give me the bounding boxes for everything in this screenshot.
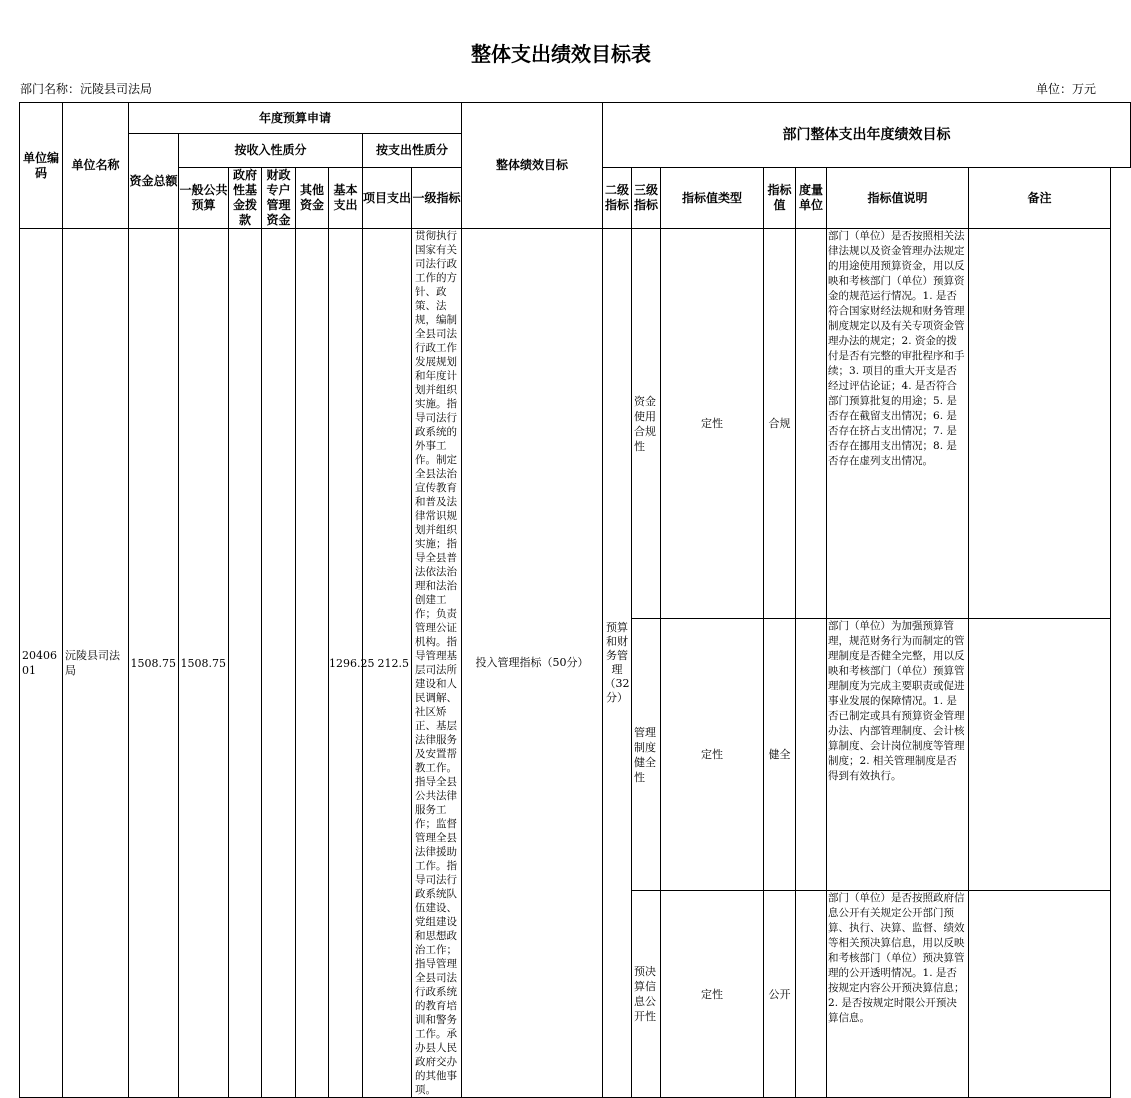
cell-gov-fund bbox=[229, 229, 262, 1098]
header-special-fund: 财政专户管理资金 bbox=[262, 168, 296, 229]
indicator-remark bbox=[969, 619, 1111, 891]
cell-level1: 投入管理指标（50分） bbox=[462, 229, 603, 1098]
header-by-income: 按收入性质分 bbox=[179, 134, 363, 168]
cell-level2: 预算和财务管理（32分） bbox=[603, 229, 632, 1098]
header-level2: 二级指标 bbox=[603, 168, 632, 229]
cell-project-expense: 212.5 bbox=[363, 229, 412, 1098]
header-ind-explain: 指标值说明 bbox=[827, 168, 969, 229]
header-unit-name: 单位名称 bbox=[63, 103, 129, 229]
header-ind-value: 指标值 bbox=[764, 168, 796, 229]
header-general-budget: 一般公共预算 bbox=[179, 168, 229, 229]
header-level3: 三级指标 bbox=[632, 168, 661, 229]
cell-general-budget: 1508.75 bbox=[179, 229, 229, 1098]
indicator-unit bbox=[796, 891, 827, 1098]
table-row bbox=[20, 229, 1131, 619]
header-ind-type: 指标值类型 bbox=[661, 168, 764, 229]
cell-total-funds: 1508.75 bbox=[129, 229, 179, 1098]
cell-other-fund bbox=[296, 229, 329, 1098]
indicator-explain-text: 部门（单位）是否按照政府信息公开有关规定公开部门预算、执行、决算、监督、绩效等相关预决算信息，用以反映和考核部门（单位）预决算管理的公开透明情况。1. 是否按规定内容公开预决算信息；2. 是否按规定时限公开预决算信息。 bbox=[828, 892, 965, 1025]
indicator-remark bbox=[969, 229, 1111, 619]
indicator-explain bbox=[827, 229, 969, 619]
indicator-name: 管理制度健全性 bbox=[632, 619, 661, 891]
performance-table bbox=[19, 102, 1131, 1098]
header-overall-goal: 整体绩效目标 bbox=[462, 103, 603, 229]
header-level1: 一级指标 bbox=[412, 168, 462, 229]
indicator-name: 预决算信息公开性 bbox=[632, 891, 661, 1098]
indicator-name: 资金使用合规性 bbox=[632, 229, 661, 619]
header-remark: 备注 bbox=[969, 168, 1111, 229]
header-dept-goal: 部门整体支出年度绩效目标 bbox=[603, 103, 1131, 168]
indicator-type: 定性 bbox=[661, 229, 764, 619]
indicator-unit bbox=[796, 619, 827, 891]
indicator-explain bbox=[827, 891, 969, 1098]
header-annual-budget: 年度预算申请 bbox=[129, 103, 462, 134]
indicator-type: 定性 bbox=[661, 891, 764, 1098]
indicator-value: 公开 bbox=[764, 891, 796, 1098]
cell-special-fund bbox=[262, 229, 296, 1098]
indicator-explain-text: 部门（单位）是否按照相关法律法规以及资金管理办法规定的用途使用预算资金，用以反映和考核部门（单位）预算资金的规范运行情况。1. 是否符合国家财经法规和财务管理制度规定以及有关专项资金管理办法的规定；2. 资金的拨付是否有完整的审批程序和手续；3. 项目的重大开支是否经过评估论证；4. 是否符合部门预算批复的用途；5. 是否存在截留支出情况；6. 是否存在挤占支出情况；7. 是否存在挪用支出情况；8. 是否存在虚列支出情况。 bbox=[828, 230, 965, 467]
indicator-value: 健全 bbox=[764, 619, 796, 891]
header-measure-unit: 度量单位 bbox=[796, 168, 827, 229]
cell-overall-goal: 贯彻执行国家有关司法行政工作的方针、政策、法规，编制全县司法行政工作发展规划和年度计划并组织实施。指导司法行政系统的外事工作。制定全县法治宣传教育和普及法律常识规划并组织实施；指导全县普法依法治理和法治创建工作；负责管理公证机构。指导管理基层司法所建设和人民调解、社区矫正、基层法律服务及安置帮教工作。指导全县公共法律服务工作；监督管理全县法律援助工作。指导司法行政系统队伍建设、党组建设和思想政治工作；指导管理全县司法行政系统的教育培训和警务工作。承办县人民政府交办的其他事项。 bbox=[412, 229, 462, 1098]
indicator-type: 定性 bbox=[661, 619, 764, 891]
header-total-funds: 资金总额 bbox=[129, 134, 179, 229]
indicator-remark bbox=[969, 891, 1111, 1098]
header-other-fund: 其他资金 bbox=[296, 168, 329, 229]
currency-unit: 单位：万元 bbox=[1035, 82, 1096, 96]
indicator-value: 合规 bbox=[764, 229, 796, 619]
department-name: 部门名称：沅陵县司法局 bbox=[20, 82, 153, 96]
indicator-explain-text: 部门（单位）为加强预算管理，规范财务行为而制定的管理制度是否健全完整，用以反映和考核部门（单位）预算管理制度为完成主要职责或促进事业发展的保障情况。1. 是否已制定或具有预算资金管理办法、内部管理制度、会计核算制度、会计岗位制度等管理制度；2. 相关管理制度是否得到有效执行。 bbox=[828, 620, 965, 783]
indicator-explain bbox=[827, 619, 969, 891]
page-title: 整体支出绩效目标表 bbox=[471, 42, 651, 66]
header-unit-code: 单位编码 bbox=[20, 103, 63, 229]
header-by-expense: 按支出性质分 bbox=[363, 134, 462, 168]
header-gov-fund: 政府性基金拨款 bbox=[229, 168, 262, 229]
cell-basic-expense: 1296.25 bbox=[329, 229, 363, 1098]
header-project-expense: 项目支出 bbox=[363, 168, 412, 229]
cell-unit-name: 沅陵县司法局 bbox=[63, 229, 129, 1098]
header-basic-expense: 基本支出 bbox=[329, 168, 363, 229]
cell-unit-code: 2040601 bbox=[20, 229, 63, 1098]
indicator-unit bbox=[796, 229, 827, 619]
